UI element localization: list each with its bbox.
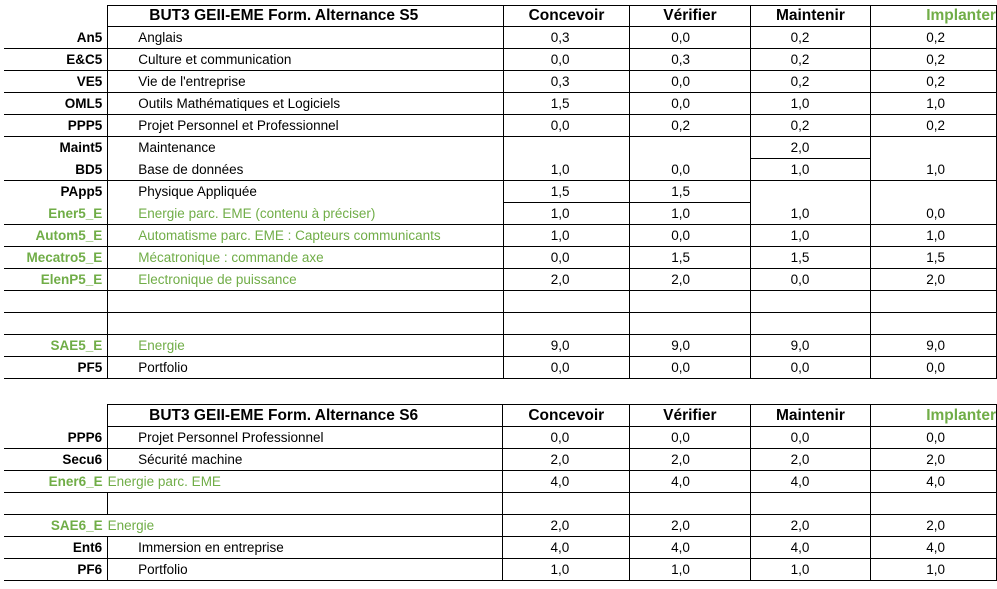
s5-header-row xyxy=(4,6,997,27)
value-verifier: 1,5 xyxy=(630,247,750,269)
value-concevoir: 1,5 xyxy=(503,181,630,203)
value-verifier: 1,5 xyxy=(630,181,750,203)
module-name: Culture et communication xyxy=(108,49,503,71)
value-maintenir: 1,0 xyxy=(750,159,871,181)
value-maintenir: 0,2 xyxy=(750,115,871,137)
value-maintenir: 1,0 xyxy=(750,203,871,225)
value-maintenir: 1,0 xyxy=(750,559,871,581)
value-maintenir: 2,0 xyxy=(750,449,871,471)
s5-col-implanter: Implanter xyxy=(871,6,997,27)
table-row xyxy=(4,335,997,357)
value-implanter: 0,2 xyxy=(871,27,997,49)
value-implanter: 0,2 xyxy=(871,71,997,93)
module-code: Ener6_E xyxy=(4,471,108,493)
module-name: Vie de l'entreprise xyxy=(108,71,503,93)
value-verifier: 0,0 xyxy=(630,93,750,115)
module-name: Maintenance xyxy=(108,137,503,159)
empty-cell xyxy=(750,291,871,313)
value-maintenir: 9,0 xyxy=(750,335,871,357)
s6-header-blank xyxy=(4,405,108,427)
value-implanter: 0,0 xyxy=(871,357,997,379)
module-code: An5 xyxy=(4,27,108,49)
value-implanter: 1,5 xyxy=(871,247,997,269)
module-name: Energie xyxy=(108,515,503,537)
value-maintenir: 0,0 xyxy=(750,269,871,291)
value-implanter: 0,2 xyxy=(871,49,997,71)
module-code: OML5 xyxy=(4,93,108,115)
value-concevoir: 0,0 xyxy=(503,115,630,137)
value-verifier: 0,0 xyxy=(630,159,750,181)
module-name: Projet Personnel et Professionnel xyxy=(108,115,503,137)
module-name: Energie parc. EME xyxy=(108,471,503,493)
value-concevoir: 1,0 xyxy=(503,559,630,581)
module-name: Portfolio xyxy=(108,357,503,379)
empty-cell xyxy=(4,313,108,335)
module-code: Autom5_E xyxy=(4,225,108,247)
module-name: Electronique de puissance xyxy=(108,269,503,291)
value-implanter: 9,0 xyxy=(871,335,997,357)
table-row xyxy=(4,137,997,159)
value-implanter: 4,0 xyxy=(871,537,997,559)
module-name: Energie parc. EME (contenu à préciser) xyxy=(108,203,503,225)
module-name: Portfolio xyxy=(108,559,503,581)
value-concevoir: 0,3 xyxy=(503,27,630,49)
s6-header-row xyxy=(4,405,997,427)
module-name: Sécurité machine xyxy=(108,449,503,471)
empty-cell xyxy=(871,291,997,313)
module-name: Immersion en entreprise xyxy=(108,537,503,559)
value-implanter: 2,0 xyxy=(871,269,997,291)
s6-title: BUT3 GEII-EME Form. Alternance S6 xyxy=(108,405,503,427)
s6-col-implanter: Implanter xyxy=(871,405,997,427)
table-row xyxy=(4,115,997,137)
table-row xyxy=(4,203,997,225)
empty-cell xyxy=(503,313,630,335)
table-row xyxy=(4,449,997,471)
s6-col-maintenir: Maintenir xyxy=(750,405,871,427)
value-verifier xyxy=(630,137,750,159)
empty-cell xyxy=(108,291,503,313)
value-implanter: 2,0 xyxy=(871,449,997,471)
module-code: BD5 xyxy=(4,159,108,181)
table-row xyxy=(4,559,997,581)
table-row xyxy=(4,71,997,93)
value-concevoir: 1,0 xyxy=(503,203,630,225)
value-implanter: 0,2 xyxy=(871,115,997,137)
module-code: Secu6 xyxy=(4,449,108,471)
empty-cell xyxy=(750,493,871,515)
value-implanter: 2,0 xyxy=(871,515,997,537)
s6-table xyxy=(4,404,997,581)
value-verifier: 0,0 xyxy=(630,357,750,379)
value-concevoir: 0,0 xyxy=(503,357,630,379)
value-concevoir: 0,3 xyxy=(503,71,630,93)
module-code: SAE5_E xyxy=(4,335,108,357)
module-code: Ener5_E xyxy=(4,203,108,225)
module-code: PPP6 xyxy=(4,427,108,449)
value-verifier: 4,0 xyxy=(630,471,751,493)
module-code: Ent6 xyxy=(4,537,108,559)
value-maintenir: 4,0 xyxy=(750,471,871,493)
module-code: Maint5 xyxy=(59,140,103,155)
value-implanter: 1,0 xyxy=(871,559,997,581)
module-name: Anglais xyxy=(108,27,503,49)
module-name: Base de données xyxy=(108,159,503,181)
value-maintenir xyxy=(750,181,871,203)
value-maintenir: 0,0 xyxy=(750,357,871,379)
empty-cell xyxy=(630,493,751,515)
value-implanter: 1,0 xyxy=(871,225,997,247)
table-row xyxy=(4,471,997,493)
s5-header-blank xyxy=(4,6,108,27)
table-row xyxy=(4,537,997,559)
table-row xyxy=(4,515,997,537)
value-implanter: 1,0 xyxy=(871,93,997,115)
value-verifier: 0,0 xyxy=(630,27,750,49)
module-name: Physique Appliquée xyxy=(108,181,503,203)
table-row xyxy=(4,225,997,247)
module-name: Outils Mathématiques et Logiciels xyxy=(108,93,503,115)
empty-cell xyxy=(108,493,503,515)
empty-row xyxy=(4,291,997,313)
value-verifier: 9,0 xyxy=(630,335,750,357)
empty-cell xyxy=(630,291,750,313)
value-concevoir: 0,0 xyxy=(503,247,630,269)
module-name: Energie xyxy=(108,335,503,357)
empty-row xyxy=(4,493,997,515)
value-verifier: 1,0 xyxy=(630,559,751,581)
value-concevoir: 0,0 xyxy=(503,427,630,449)
value-concevoir: 9,0 xyxy=(503,335,630,357)
table-row xyxy=(4,247,997,269)
empty-cell xyxy=(630,313,750,335)
s5-col-maintenir: Maintenir xyxy=(750,6,871,27)
value-implanter: 4,0 xyxy=(871,471,997,493)
value-maintenir: 2,0 xyxy=(750,137,871,159)
module-code: PF5 xyxy=(4,357,108,379)
table-row xyxy=(4,181,997,203)
value-maintenir: 1,0 xyxy=(750,225,871,247)
s6-col-concevoir: Concevoir xyxy=(503,405,630,427)
value-verifier: 0,0 xyxy=(630,225,750,247)
value-maintenir: 0,2 xyxy=(750,27,871,49)
empty-cell xyxy=(4,493,108,515)
value-maintenir: 0,2 xyxy=(750,71,871,93)
module-name: Mécatronique : commande axe xyxy=(108,247,503,269)
table-row xyxy=(4,49,997,71)
value-verifier: 0,2 xyxy=(630,115,750,137)
empty-cell xyxy=(503,291,630,313)
value-maintenir: 1,5 xyxy=(750,247,871,269)
value-verifier: 1,0 xyxy=(630,203,750,225)
value-concevoir: 0,0 xyxy=(503,49,630,71)
value-implanter xyxy=(871,137,997,159)
value-implanter: 0,0 xyxy=(871,427,997,449)
table-row xyxy=(4,93,997,115)
value-verifier: 4,0 xyxy=(630,537,751,559)
value-verifier: 0,3 xyxy=(630,49,750,71)
table-row xyxy=(4,357,997,379)
empty-cell xyxy=(750,313,871,335)
value-implanter xyxy=(871,181,997,203)
value-concevoir: 1,5 xyxy=(503,93,630,115)
value-verifier: 2,0 xyxy=(630,515,751,537)
empty-row xyxy=(4,313,997,335)
value-maintenir: 2,0 xyxy=(750,515,871,537)
s5-title: BUT3 GEII-EME Form. Alternance S5 xyxy=(108,6,503,27)
empty-cell xyxy=(108,313,503,335)
value-concevoir: 4,0 xyxy=(503,537,630,559)
module-code: SAE6_E xyxy=(4,515,108,537)
value-implanter: 0,0 xyxy=(871,203,997,225)
value-concevoir: 4,0 xyxy=(503,471,630,493)
module-code: E&C5 xyxy=(4,49,108,71)
s5-table xyxy=(4,5,997,379)
module-name: Projet Personnel Professionnel xyxy=(108,427,503,449)
module-code: PApp5 xyxy=(60,184,103,199)
table-row xyxy=(4,269,997,291)
module-code: ElenP5_E xyxy=(4,269,108,291)
module-name: Automatisme parc. EME : Capteurs communicants xyxy=(108,225,503,247)
value-implanter: 1,0 xyxy=(871,159,997,181)
table-row xyxy=(4,27,997,49)
module-code: PPP5 xyxy=(4,115,108,137)
value-concevoir: 2,0 xyxy=(503,269,630,291)
value-concevoir: 1,0 xyxy=(503,225,630,247)
value-concevoir: 1,0 xyxy=(503,159,630,181)
value-verifier: 0,0 xyxy=(630,427,751,449)
value-concevoir: 2,0 xyxy=(503,515,630,537)
module-code: Mecatro5_E xyxy=(4,247,108,269)
empty-cell xyxy=(4,291,108,313)
module-code: PF6 xyxy=(4,559,108,581)
value-concevoir: 2,0 xyxy=(503,449,630,471)
value-maintenir: 0,2 xyxy=(750,49,871,71)
value-concevoir xyxy=(503,137,630,159)
s6-col-verifier: Vérifier xyxy=(630,405,751,427)
value-verifier: 0,0 xyxy=(630,71,750,93)
table-row xyxy=(4,159,997,181)
module-code: VE5 xyxy=(4,71,108,93)
empty-cell xyxy=(871,313,997,335)
s5-col-verifier: Vérifier xyxy=(630,6,750,27)
empty-cell xyxy=(503,493,630,515)
empty-cell xyxy=(871,493,997,515)
value-maintenir: 4,0 xyxy=(750,537,871,559)
value-verifier: 2,0 xyxy=(630,269,750,291)
value-verifier: 2,0 xyxy=(630,449,751,471)
table-row xyxy=(4,427,997,449)
value-maintenir: 0,0 xyxy=(750,427,871,449)
value-maintenir: 1,0 xyxy=(750,93,871,115)
s5-col-concevoir: Concevoir xyxy=(503,6,630,27)
